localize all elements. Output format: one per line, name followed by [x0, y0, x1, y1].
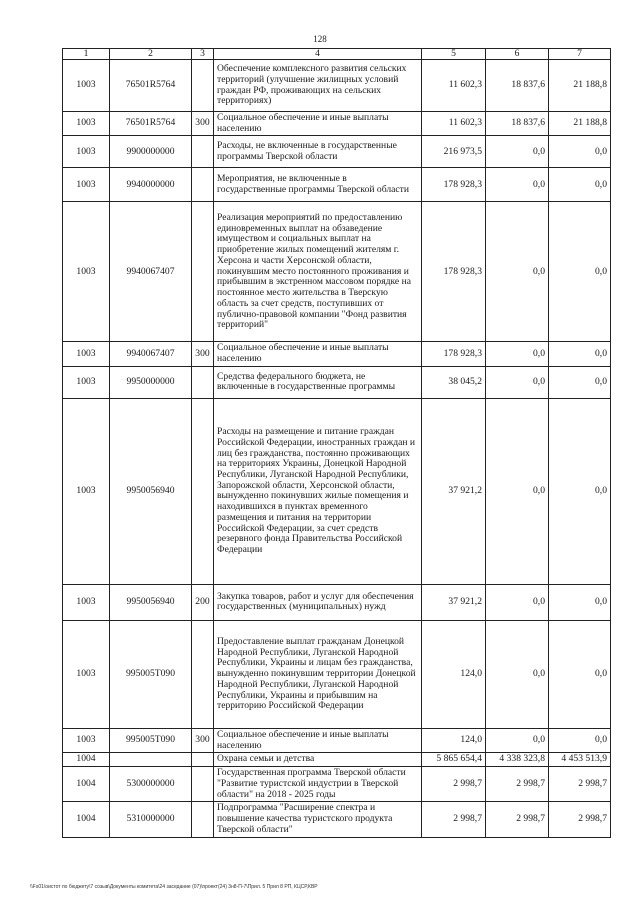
expense-type-code: [192, 60, 214, 112]
row-code: 1003: [63, 584, 110, 620]
amount-col-5: 38 045,2: [422, 366, 486, 398]
expense-type-code: [192, 366, 214, 398]
column-header: 2: [110, 49, 192, 60]
row-description: Расходы, не включенные в государственные программы Тверской области: [214, 136, 422, 168]
amount-col-7: 21 188,8: [549, 112, 611, 136]
table-row: [63, 366, 611, 398]
target-article-code: 9950056940: [110, 584, 192, 620]
column-header: 1: [63, 49, 110, 60]
amount-col-6: 0,0: [486, 136, 549, 168]
amount-col-7: 0,0: [549, 584, 611, 620]
target-article-code: 9900000000: [110, 136, 192, 168]
budget-table: [62, 48, 611, 838]
row-description: Закупка товаров, работ и услуг для обеспечения государственных (муниципальных) нужд: [214, 584, 422, 620]
expense-type-code: [192, 802, 214, 837]
expense-type-code: [192, 620, 214, 728]
amount-col-7: 4 453 513,9: [549, 753, 611, 767]
table-row: [63, 398, 611, 584]
target-article-code: 9950000000: [110, 366, 192, 398]
amount-col-6: 0,0: [486, 202, 549, 342]
amount-col-7: 0,0: [549, 398, 611, 584]
column-header: 4: [214, 49, 422, 60]
amount-col-5: 2 998,7: [422, 767, 486, 802]
amount-col-6: 18 837,6: [486, 112, 549, 136]
expense-type-code: [192, 398, 214, 584]
amount-col-6: 0,0: [486, 342, 549, 366]
amount-col-6: 4 338 323,8: [486, 753, 549, 767]
table-row: [63, 767, 611, 802]
amount-col-6: 0,0: [486, 366, 549, 398]
row-code: 1003: [63, 342, 110, 366]
amount-col-7: 2 998,7: [549, 767, 611, 802]
expense-type-code: 200: [192, 584, 214, 620]
expense-type-code: [192, 753, 214, 767]
amount-col-5: 37 921,2: [422, 398, 486, 584]
amount-col-6: 0,0: [486, 398, 549, 584]
target-article-code: 9940067407: [110, 342, 192, 366]
column-header: 3: [192, 49, 214, 60]
row-description: Подпрограмма "Расширение спектра и повышение качества туристского продукта Тверской области": [214, 802, 422, 837]
target-article-code: 995005Т090: [110, 728, 192, 752]
table-row: [63, 168, 611, 202]
row-description: Мероприятия, не включенные в государственные программы Тверской области: [214, 168, 422, 202]
row-description: Расходы на размещение и питание граждан Российской Федерации, иностранных граждан и лиц без гражданства, постоянно проживающих на территориях Украины, Донецкой Народной Республики, Луганской Народной Республики, Запорожской области, Херсонской области, вынужденно покинувших жилые помещения и находившихся в пунктах временного размещения и питания на территории Российской Федерации, за счет средств резервного фонда Правительства Российской Федерации: [214, 398, 422, 584]
expense-type-code: [192, 168, 214, 202]
table-row: [63, 802, 611, 837]
amount-col-6: 0,0: [486, 728, 549, 752]
table-header-row: [63, 49, 611, 60]
amount-col-7: 0,0: [549, 168, 611, 202]
row-code: 1003: [63, 136, 110, 168]
column-header: 6: [486, 49, 549, 60]
amount-col-6: 0,0: [486, 168, 549, 202]
amount-col-5: 178 928,3: [422, 202, 486, 342]
row-description: Государственная программа Тверской области "Развитие туристской индустрии в Тверской области" на 2018 - 2025 годы: [214, 767, 422, 802]
amount-col-7: 0,0: [549, 342, 611, 366]
target-article-code: 9940000000: [110, 168, 192, 202]
target-article-code: 995005Т090: [110, 620, 192, 728]
row-code: 1003: [63, 728, 110, 752]
row-code: 1004: [63, 767, 110, 802]
amount-col-7: 0,0: [549, 366, 611, 398]
row-description: Социальное обеспечение и иные выплаты населению: [214, 112, 422, 136]
column-header: 5: [422, 49, 486, 60]
table-row: [63, 342, 611, 366]
amount-col-5: 124,0: [422, 620, 486, 728]
amount-col-7: 0,0: [549, 202, 611, 342]
row-code: 1003: [63, 620, 110, 728]
footer-file-path: \\Fs01\оистот по бюджету\7 созыв\Документы комитета\24 заседание (07)\проект(24) 3н8-П-7\Прил. 5 Прил 8 РП, КЦСР,КВР: [30, 884, 318, 890]
amount-col-6: 2 998,7: [486, 767, 549, 802]
row-description: Предоставление выплат гражданам Донецкой Народной Республики, Луганской Народной Республики, Украины и лицам без гражданства, вынужденно покинувшим территории Донецкой Народной Республики, Луганской Народной Республики, Украины и прибывшим на территорию Российской Федерации: [214, 620, 422, 728]
row-description: Социальное обеспечение и иные выплаты населению: [214, 728, 422, 752]
row-description: Средства федерального бюджета, не включенные в государственные программы: [214, 366, 422, 398]
amount-col-5: 178 928,3: [422, 168, 486, 202]
amount-col-5: 11 602,3: [422, 60, 486, 112]
amount-col-7: 0,0: [549, 136, 611, 168]
expense-type-code: 300: [192, 112, 214, 136]
table-row: [63, 620, 611, 728]
target-article-code: 5300000000: [110, 767, 192, 802]
amount-col-5: 37 921,2: [422, 584, 486, 620]
amount-col-6: 0,0: [486, 620, 549, 728]
amount-col-7: 2 998,7: [549, 802, 611, 837]
row-description: Обеспечение комплексного развития сельских территорий (улучшение жилищных условий граждан РФ, проживающих на сельских территориях): [214, 60, 422, 112]
amount-col-5: 11 602,3: [422, 112, 486, 136]
amount-col-7: 0,0: [549, 728, 611, 752]
amount-col-7: 0,0: [549, 620, 611, 728]
table-row: [63, 136, 611, 168]
target-article-code: 9940067407: [110, 202, 192, 342]
target-article-code: 9950056940: [110, 398, 192, 584]
target-article-code: 5310000000: [110, 802, 192, 837]
amount-col-5: 2 998,7: [422, 802, 486, 837]
table-row: [63, 584, 611, 620]
amount-col-6: 0,0: [486, 584, 549, 620]
expense-type-code: 300: [192, 342, 214, 366]
table-row: [63, 753, 611, 767]
amount-col-5: 216 973,5: [422, 136, 486, 168]
row-code: 1003: [63, 112, 110, 136]
column-header: 7: [549, 49, 611, 60]
row-code: 1003: [63, 398, 110, 584]
target-article-code: 76501R5764: [110, 60, 192, 112]
row-code: 1004: [63, 753, 110, 767]
table-row: [63, 112, 611, 136]
expense-type-code: [192, 202, 214, 342]
table-row: [63, 202, 611, 342]
row-description: Реализация мероприятий по предоставлению единовременных выплат на обзаведение имуществом и социальных выплат на приобретение жилых помещений жителям г. Херсона и части Херсонской области, покинувшим место постоянного проживания и прибывшим в экстренном массовом порядке на постоянное место жительства в Тверскую область за счет средств, поступивших от публично-правовой компании "Фонд развития территорий": [214, 202, 422, 342]
row-code: 1004: [63, 802, 110, 837]
target-article-code: 76501R5764: [110, 112, 192, 136]
page-number: 128: [313, 34, 327, 44]
row-description: Социальное обеспечение и иные выплаты населению: [214, 342, 422, 366]
amount-col-6: 2 998,7: [486, 802, 549, 837]
table-row: [63, 728, 611, 752]
row-code: 1003: [63, 60, 110, 112]
expense-type-code: 300: [192, 728, 214, 752]
amount-col-6: 18 837,6: [486, 60, 549, 112]
row-code: 1003: [63, 168, 110, 202]
amount-col-5: 124,0: [422, 728, 486, 752]
expense-type-code: [192, 767, 214, 802]
expense-type-code: [192, 136, 214, 168]
row-description: Охрана семьи и детства: [214, 753, 422, 767]
amount-col-5: 5 865 654,4: [422, 753, 486, 767]
row-code: 1003: [63, 202, 110, 342]
target-article-code: [110, 753, 192, 767]
row-code: 1003: [63, 366, 110, 398]
table-row: [63, 60, 611, 112]
amount-col-5: 178 928,3: [422, 342, 486, 366]
amount-col-7: 21 188,8: [549, 60, 611, 112]
